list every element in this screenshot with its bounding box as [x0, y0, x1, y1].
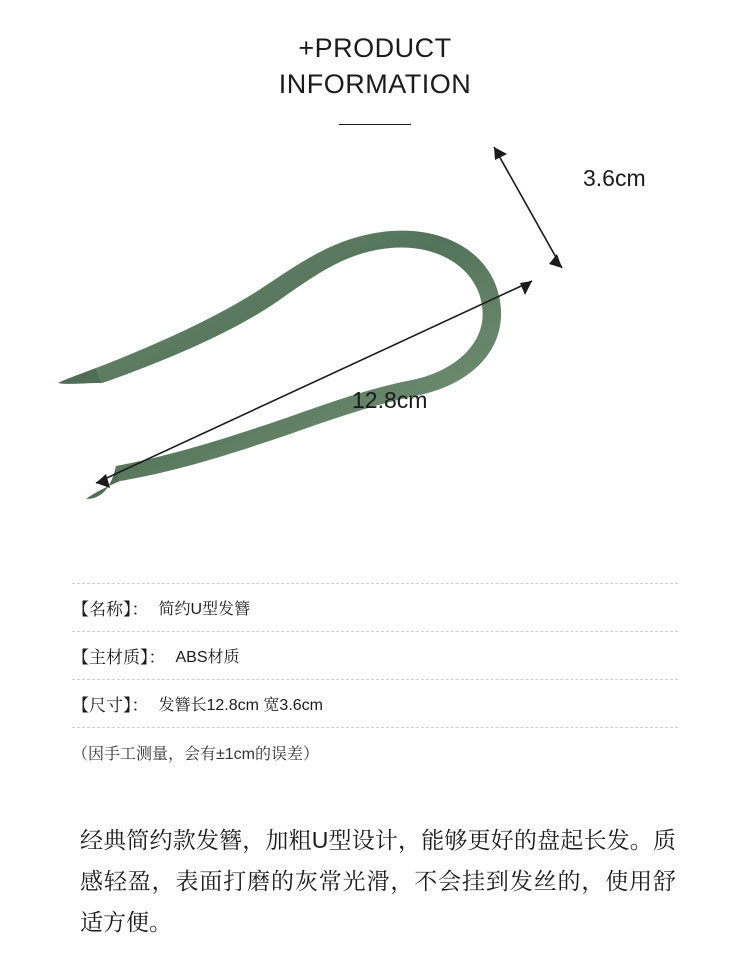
spec-value-size: 发簪长12.8cm 宽3.6cm — [158, 697, 323, 714]
spec-key-size: 【尺寸】： — [72, 696, 149, 715]
hairpin-diagram — [0, 133, 750, 553]
spec-table — [72, 583, 678, 766]
spec-key-name: 【名称】： — [72, 600, 149, 619]
spec-key-material: 【主材质】： — [72, 648, 166, 667]
table-row — [72, 631, 678, 679]
page-title-line-1: +PRODUCT — [298, 33, 452, 63]
page-header — [0, 0, 750, 125]
product-description: 经典简约款发簪，加粗U型设计，能够更好的盘起长发。质感轻盈，表面打磨的灰常光滑，不会挂到发丝的，使用舒适方便。 — [80, 827, 676, 935]
width-dimension-arrow — [494, 147, 562, 268]
hairpin-shape — [58, 231, 501, 499]
table-row — [72, 679, 678, 728]
title-divider — [339, 124, 411, 125]
measurement-note: （因手工测量，会有±1cm的误差） — [72, 746, 320, 763]
table-row — [72, 583, 678, 631]
page-title-line-2: INFORMATION — [278, 69, 472, 99]
product-illustration — [0, 133, 750, 553]
spec-value-material: ABS材质 — [175, 649, 240, 666]
hairpin-tip-upper — [58, 368, 102, 384]
length-dimension-label: 12.8cm — [352, 387, 428, 413]
hairpin-u-body — [96, 231, 501, 481]
spec-value-name: 简约U型发簪 — [158, 601, 251, 618]
width-dimension-label: 3.6cm — [583, 165, 646, 191]
